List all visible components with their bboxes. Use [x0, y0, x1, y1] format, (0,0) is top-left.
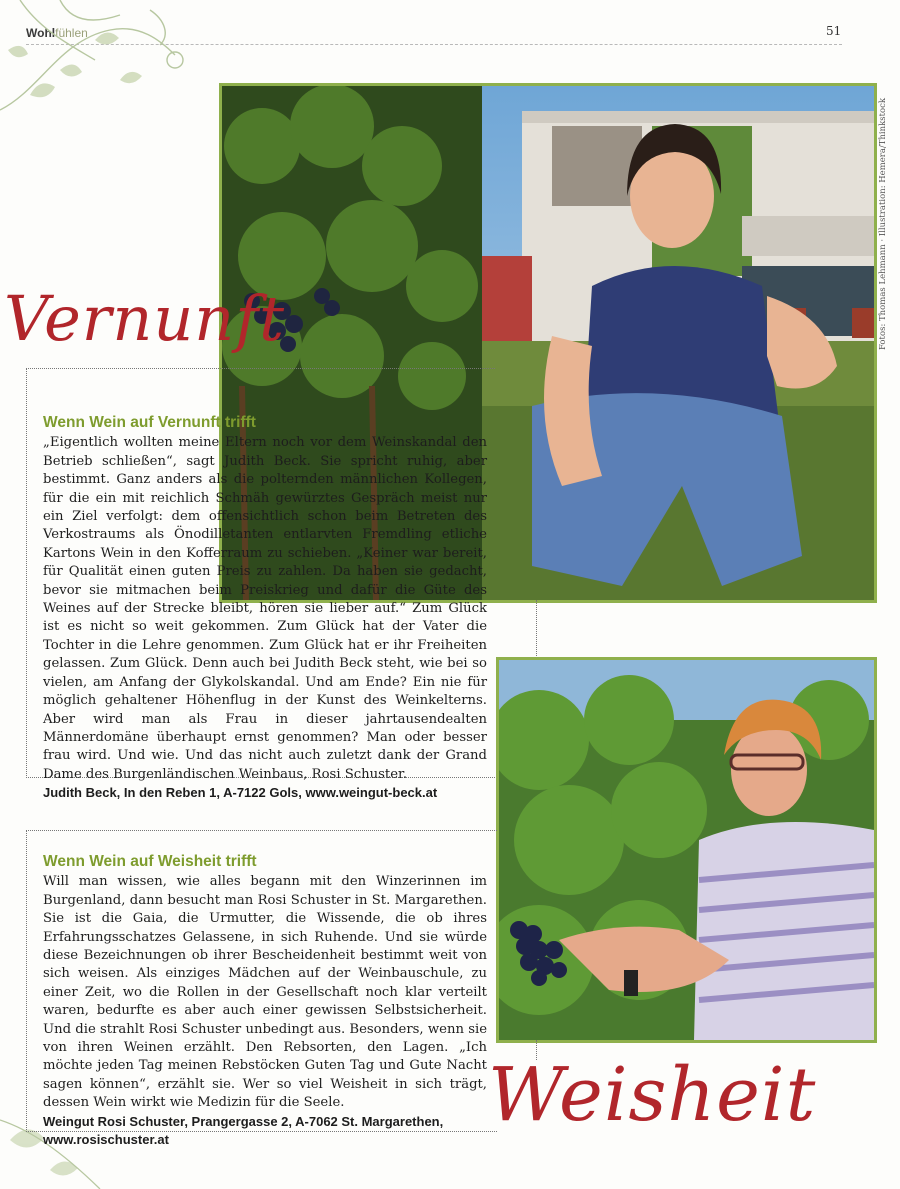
article-heading: Wenn Wein auf Vernunft trifft [43, 414, 256, 431]
article-body: „Eigentlich wollten meine Eltern noch vor dem Weinskandal den Betrieb schließen“, sagt Judith Beck. Sie spricht ruhig, aber bestimmt. Ganz anders als die polternden männlichen Kollegen, für die ein mit reichlich Schmäh gewürztes Gespräch meist nur ein Ziel verfolgt: dem offensichtlich schon beim Betreten des Verkostraums als Önodilletanten entlarvten Fremdling etliche Kartons Wein in den Kofferraum zu schieben. „Keiner war bereit, für Qualität einen guten Preis zu zahlen. Da haben sie gedacht, bevor sie mitmachen beim Preiskrieg und dafür die Güte des Weines auf der Strecke bleibt, hören sie lieber auf.“ Zum Glück ist es nicht so weit gekommen. Zum Glück hat der Vater die Tochter in die Lehre genommen. Zum Glück hat er ihr Freiheiten gelassen. Zum Glück. Denn auch bei Judith Beck steht, wie bei so vielen, am Anfang der Glykolskandal. Und am Ende? Ein nie für möglich gehaltener Höhenflug in der Kunst des Weinkelterns. Aber wird man als Frau in dieser jahrtausendealten Männerdomäne überhaupt ernst genommen? Man oder besser frau wird. Und wie. Und das nicht auch zuletzt dank der Grand Dame des Burgenländischen Weinbaus, Rosi Schuster. [43, 435, 487, 782]
article-vernunft [43, 414, 487, 803]
brand-light: fühlen [55, 26, 88, 40]
photo-credit: Fotos: Thomas Lehmann · Illustration: Hemera/Thinkstock [878, 97, 888, 350]
winery-address: Judith Beck, In den Reben 1, A-7122 Gols, www.weingut-beck.at [43, 785, 438, 801]
dotted-connector [536, 600, 537, 658]
photo-rosi-schuster [496, 657, 877, 1043]
brand-bold: Wohl [26, 26, 56, 40]
script-title-vernunft: Vernunft [4, 282, 286, 355]
article-heading: Wenn Wein auf Weisheit trifft [43, 853, 257, 870]
article-weisheit [43, 853, 487, 1150]
winery-address-line1: Weingut Rosi Schuster, Prangergasse 2, A-7062 St. Margarethen, [43, 1113, 444, 1129]
floral-ornament-icon [0, 0, 200, 140]
article-body: Will man wissen, wie alles begann mit den Winzerinnen im Burgenland, dann besucht man Rosi Schuster in St. Margarethen. Sie ist die Gaia, die Urmutter, die Wissende, die ob ihres Erfahrungsschatzes Gelassene, in sich Ruhende. Und sie würde diese Bezeichnungen ob ihrer Bescheidenheit bestimmt weit von sich weisen. Als einziges Mädchen auf der Weinbauschule, zu einer Zeit, wo die Rollen in der Gesellschaft noch klar verteilt waren, bedurfte es aber auch einer gewissen Selbstsicherheit. Und die strahlt Rosi Schuster unbedingt aus. Besonders, wenn sie von ihren Weinen erzählt. Den Rebsorten, den Lagen. „Ich möchte jeden Tag meinen Rebstöcken Guten Tag und Gute Nacht sagen können“, erzählt sie. Wer so viel Weisheit in sich trägt, dessen Wein wirkt wie Medizin für die Seele. [43, 874, 487, 1111]
page-number: 51 [826, 24, 842, 38]
winery-website: www.rosischuster.at [43, 1132, 169, 1148]
script-title-weisheit: Weisheit [488, 1052, 817, 1138]
